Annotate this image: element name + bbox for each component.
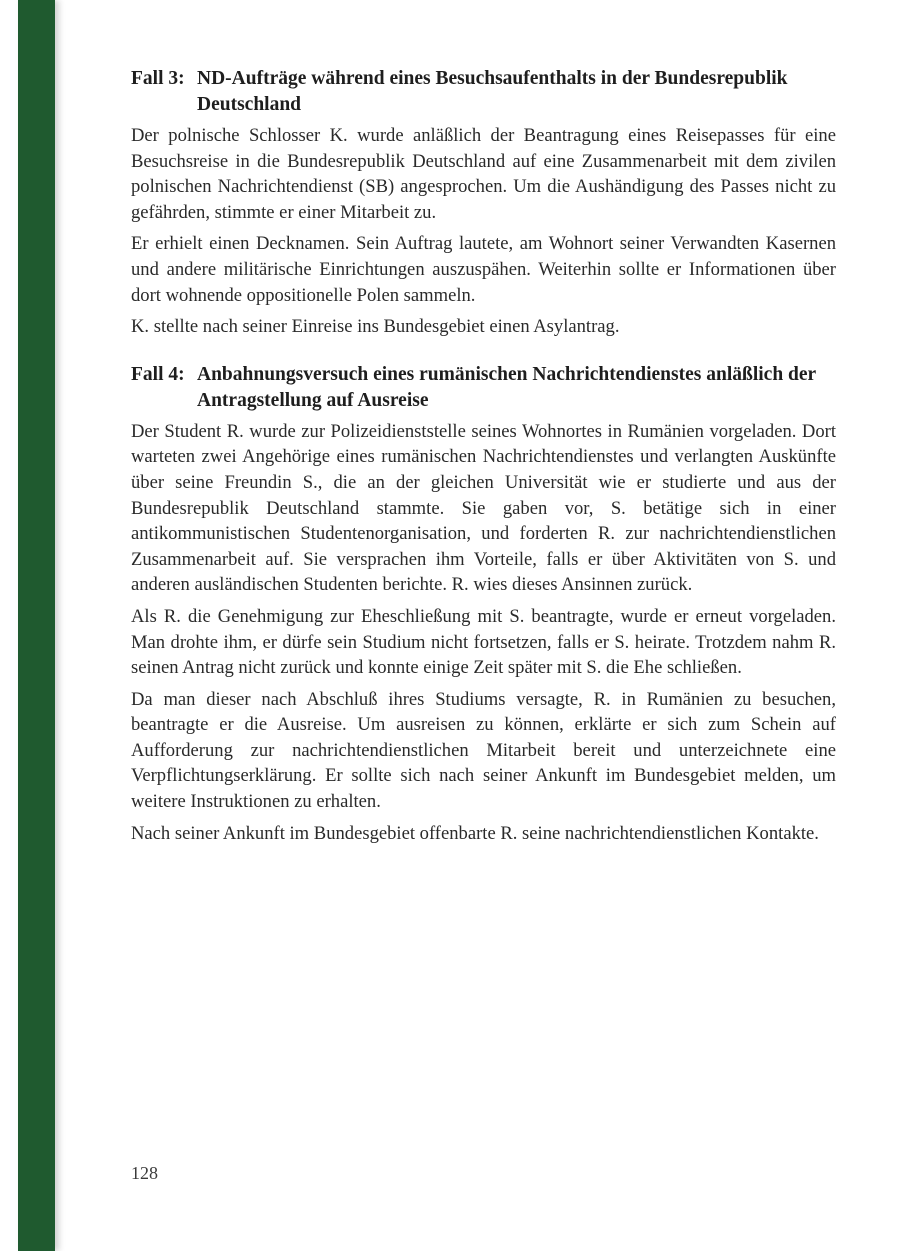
section-fall-4: [131, 362, 836, 847]
paragraph: Da man dieser nach Abschluß ihres Studiums versagte, R. in Rumänien zu besuchen, beantragte er die Ausreise. Um ausreisen zu können, erklärte er sich zum Schein auf Aufforderung zur nachrichtendienstlichen Mitarbeit bereit und unterzeichnete eine Verpflichtungserklärung. Er sollte sich nach seiner Ankunft im Bundesgebiet melden, um weitere Instruktionen zu erhalten.: [131, 688, 836, 813]
paragraph: Nach seiner Ankunft im Bundesgebiet offenbarte R. seine nachrichtendienstlichen Kontakte.: [131, 822, 819, 844]
section-heading: [131, 362, 836, 414]
paragraph: Der Student R. wurde zur Polizeidienststelle seines Wohnortes in Rumänien vorgeladen. Dort warteten zwei Angehörige eines rumänischen Nachrichtendienstes und verlangten Auskünfte über seine Freundin S., die an der gleichen Universität wie er studierte und aus der Bundesrepublik Deutschland stammte. Sie gaben vor, S. betätige sich in einer antikommunistischen Studentenorganisation, und forderten R. zur nachrichtendienstlichen Zusammenarbeit auf. Sie versprachen ihm Vorteile, falls er über Aktivitäten von S. und anderen ausländischen Studenten berichte. R. wies dieses Ansinnen zurück.: [131, 420, 836, 596]
section-heading: [131, 66, 836, 118]
paragraph: Der polnische Schlosser K. wurde anläßlich der Beantragung eines Reisepasses für eine Besuchsreise in die Bundesrepublik Deutschland auf eine Zusammenarbeit mit dem zivilen polnischen Nachrichtendienst (SB) angesprochen. Um die Aushändigung des Passes nicht zu gefährden, stimmte er einer Mitarbeit zu.: [131, 125, 836, 223]
page-body: [131, 66, 836, 852]
section-title: Anbahnungsversuch eines rumänischen Nachrichtendienstes anläßlich der Antragstellung auf Ausreise: [197, 363, 816, 411]
section-number: Fall 4:: [131, 363, 185, 385]
paragraph: K. stellte nach seiner Einreise ins Bundesgebiet einen Asylantrag.: [131, 316, 620, 338]
page-number: 128: [131, 1163, 158, 1183]
paragraph: Er erhielt einen Decknamen. Sein Auftrag lautete, am Wohnort seiner Verwandten Kasernen und andere militärische Einrichtungen auszuspähen. Weiterhin sollte er Informationen über dort wohnende oppositionelle Polen sammeln.: [131, 233, 836, 306]
section-number: Fall 3:: [131, 68, 185, 89]
section-title: ND-Aufträge während eines Besuchsaufenthalts in der Bundesrepublik Deutschland: [197, 68, 788, 115]
paragraph: Als R. die Genehmigung zur Eheschließung mit S. beantragte, wurde er erneut vorgeladen. Man drohte ihm, er dürfe sein Studium nicht fortsetzen, falls er S. heirate. Trotzdem nahm R. seinen Antrag nicht zurück und konnte einige Zeit später mit S. die Ehe schließen.: [131, 605, 836, 679]
section-fall-3: [131, 66, 836, 340]
binding-strip: [18, 0, 55, 1251]
